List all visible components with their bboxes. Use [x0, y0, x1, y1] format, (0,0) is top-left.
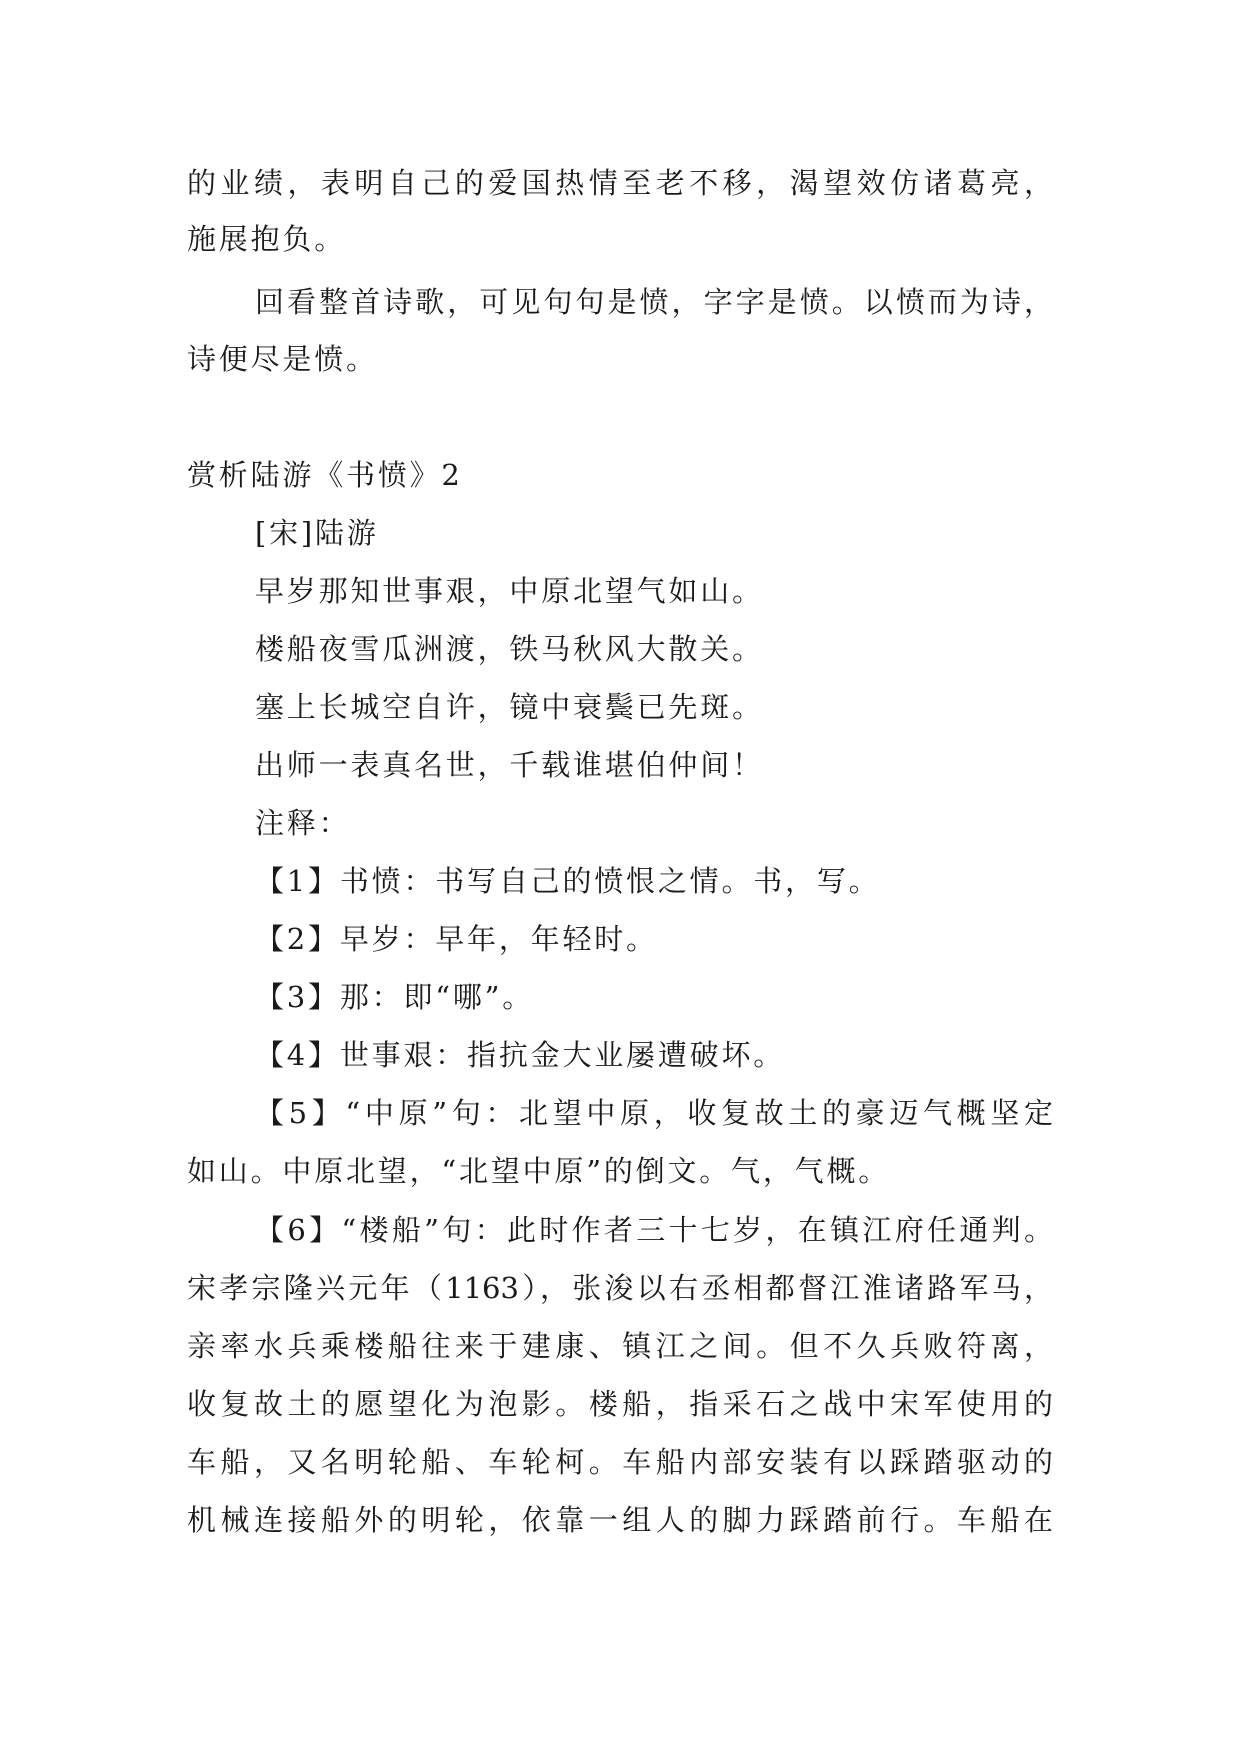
note-item-continuation: 收复故土的愿望化为泡影。楼船，指采石之战中宋军使用的 [187, 1387, 1053, 1421]
paragraph-line: 回看整首诗歌，可见句句是愤，字字是愤。以愤而为诗， [255, 285, 1053, 319]
note-item-continuation: 机械连接船外的明轮，依靠一组人的脚力踩踏前行。车船在 [187, 1503, 1053, 1537]
note-item: 【3】那：即“哪”。 [255, 980, 535, 1014]
poem-author: [宋]陆游 [255, 516, 379, 550]
poem-line: 塞上长城空自许，镜中衰鬓已先斑。 [255, 690, 764, 724]
paragraph-line: 的业绩，表明自己的爱国热情至老不移，渴望效仿诸葛亮， [187, 166, 1053, 200]
section-title: 赏析陆游《书愤》2 [187, 458, 463, 492]
poem-line: 早岁那知世事艰，中原北望气如山。 [255, 574, 764, 608]
note-item-continuation: 车船，又名明轮船、车轮柯。车船内部安装有以踩踏驱动的 [187, 1445, 1053, 1479]
notes-heading: 注释： [255, 806, 351, 840]
note-item-continuation: 亲率水兵乘楼船往来于建康、镇江之间。但不久兵败符离， [187, 1329, 1053, 1363]
paragraph-line: 施展抱负。 [187, 222, 347, 256]
paragraph-line: 诗便尽是愤。 [187, 342, 378, 376]
poem-line: 楼船夜雪瓜洲渡，铁马秋风大散关。 [255, 632, 764, 666]
note-item: 【4】世事艰：指抗金大业屡遭破坏。 [255, 1038, 786, 1072]
note-item-continuation: 如山。中原北望，“北望中原”的倒文。气，气概。 [187, 1154, 891, 1188]
note-item-continuation: 宋孝宗隆兴元年（1163），张浚以右丞相都督江淮诸路军马， [187, 1271, 1053, 1305]
poem-line: 出师一表真名世，千载谁堪伯仲间！ [255, 748, 764, 782]
note-item: 【5】“中原”句：北望中原，收复故土的豪迈气概坚定 [255, 1096, 1053, 1130]
note-item: 【2】早岁：早年，年轻时。 [255, 922, 658, 956]
note-item: 【6】“楼船”句：此时作者三十七岁，在镇江府任通判。 [255, 1213, 1053, 1247]
note-item: 【1】书愤：书写自己的愤恨之情。书，写。 [255, 864, 881, 898]
